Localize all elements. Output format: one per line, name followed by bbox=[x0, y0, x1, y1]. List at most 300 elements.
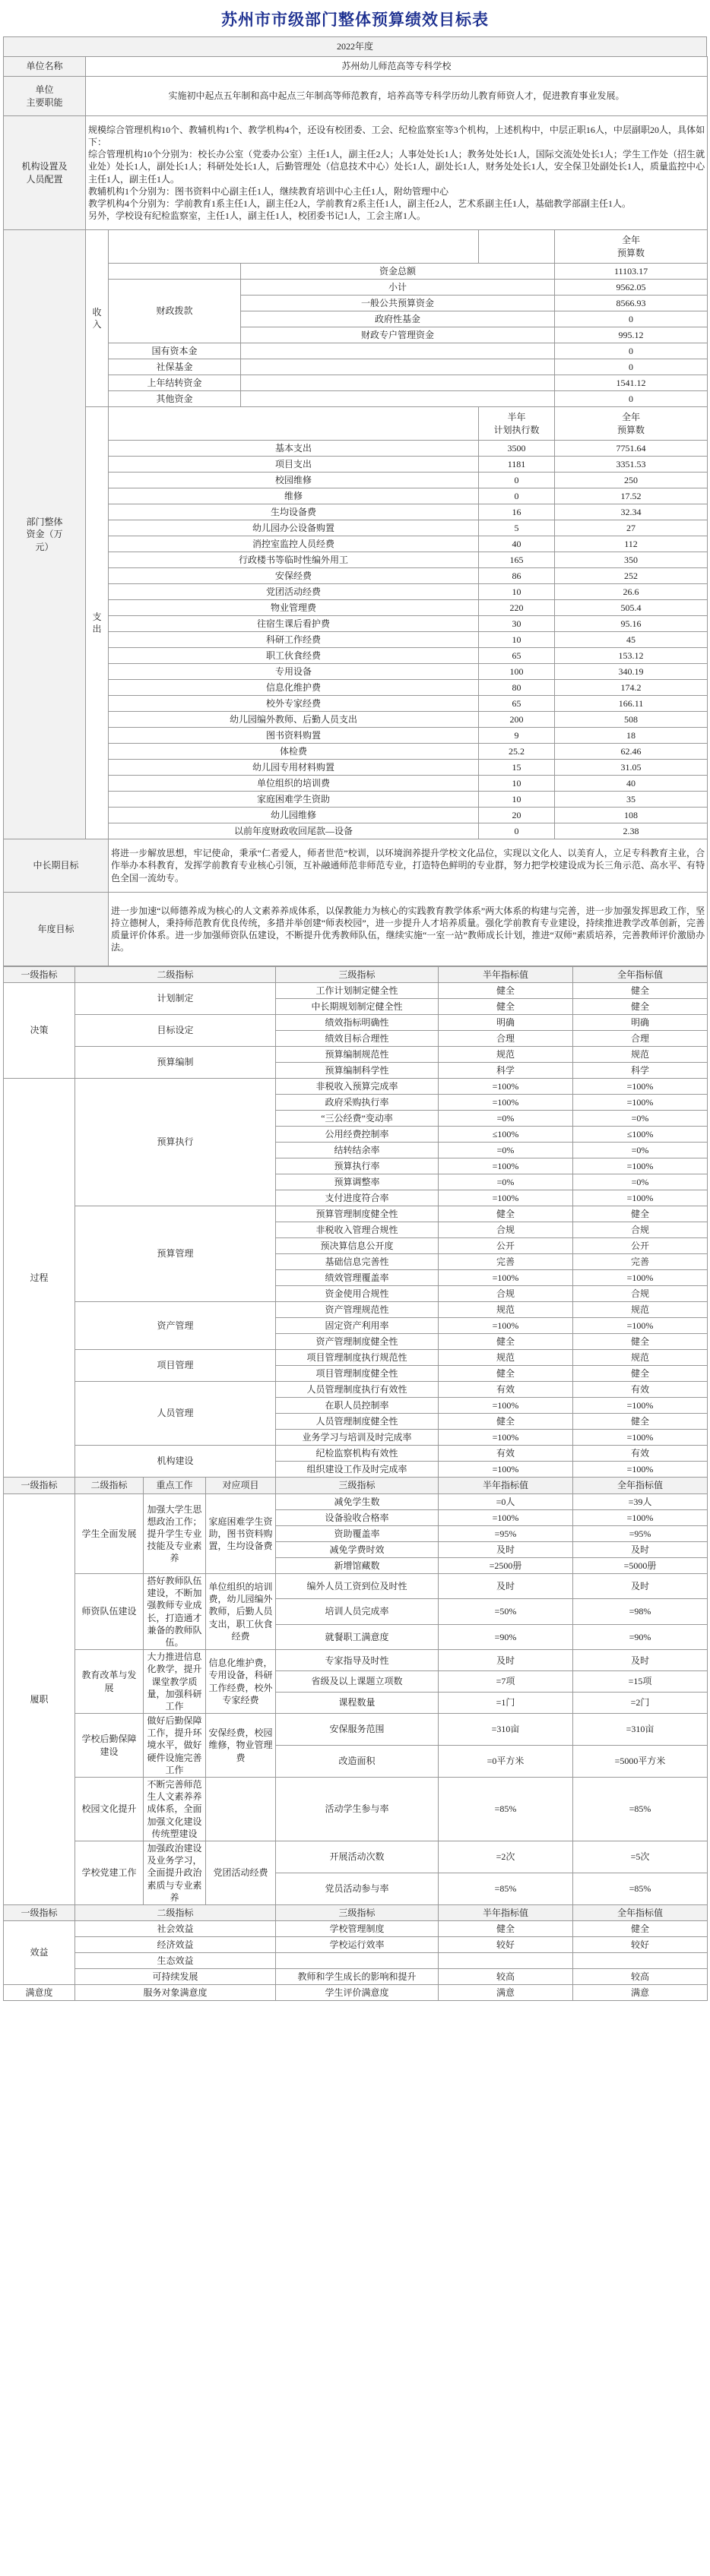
process-row bbox=[4, 1382, 708, 1398]
indicator-full: =2门 bbox=[573, 1693, 708, 1714]
indicator-name: 预算调整率 bbox=[276, 1174, 439, 1190]
expense-full: 27 bbox=[555, 520, 708, 536]
expense-row bbox=[4, 600, 708, 616]
perform-row bbox=[4, 1650, 708, 1671]
indicator-name bbox=[276, 1952, 439, 1968]
income-value: 1541.12 bbox=[555, 375, 708, 391]
indicator-full: ≤100% bbox=[573, 1127, 708, 1143]
indicator-full: 有效 bbox=[573, 1382, 708, 1398]
income-name: 社保基金 bbox=[109, 359, 241, 375]
indicator-full: =100% bbox=[573, 1398, 708, 1414]
income-name: 国有资本金 bbox=[109, 343, 241, 359]
indicator-half: =95% bbox=[439, 1526, 573, 1542]
duty-row bbox=[4, 77, 708, 116]
expense-half: 5 bbox=[479, 520, 555, 536]
indicator-half: 健全 bbox=[439, 1206, 573, 1222]
indicator-name: 预决算信息公开度 bbox=[276, 1238, 439, 1254]
indicator-full: 较好 bbox=[573, 1936, 708, 1952]
expense-name: 生均设备费 bbox=[109, 504, 479, 520]
header-half: 半年指标值 bbox=[439, 967, 573, 983]
indicator-name: 新增馆藏数 bbox=[276, 1558, 439, 1574]
annual-goal-label: 年度目标 bbox=[4, 893, 109, 966]
expense-full: 153.12 bbox=[555, 648, 708, 664]
indicator-name: 项目管理制度健全性 bbox=[276, 1366, 439, 1382]
indicator-half: 规范 bbox=[439, 1302, 573, 1318]
decision-group: 预算编制 bbox=[75, 1047, 276, 1079]
fiscal-allocation-label: 财政拨款 bbox=[109, 280, 241, 343]
indicator-half: 健全 bbox=[439, 983, 573, 999]
income-name: 上年结转资金 bbox=[109, 375, 241, 391]
perform-key-work: 加强大学生思想政治工作；提升学生专业技能及专业素养 bbox=[144, 1494, 206, 1574]
indicator-full: =100% bbox=[573, 1095, 708, 1111]
decision-row bbox=[4, 1047, 708, 1063]
annual-goal-row bbox=[4, 893, 708, 966]
indicator-full: 合规 bbox=[573, 1286, 708, 1302]
process-group: 项目管理 bbox=[75, 1350, 276, 1382]
indicator-name: 培训人员完成率 bbox=[276, 1599, 439, 1624]
perform-project: 家庭困难学生资助，图书资料购置，生均设备费 bbox=[206, 1494, 276, 1574]
indicator-half: 满意 bbox=[439, 1984, 573, 2000]
process-label: 过程 bbox=[4, 1079, 75, 1478]
expense-full: 95.16 bbox=[555, 616, 708, 632]
perform-header-level3: 三级指标 bbox=[276, 1478, 439, 1494]
performance-table bbox=[3, 966, 708, 2001]
expense-row bbox=[4, 808, 708, 823]
perform-row bbox=[4, 1714, 708, 1746]
expense-name: 科研工作经费 bbox=[109, 632, 479, 648]
indicator-half: =0% bbox=[439, 1143, 573, 1158]
indicator-half bbox=[439, 1952, 573, 1968]
expense-half-header: 半年 计划执行数 bbox=[479, 407, 555, 441]
indicator-name: 固定资产利用率 bbox=[276, 1318, 439, 1334]
expense-full: 350 bbox=[555, 552, 708, 568]
satisfaction-label: 满意度 bbox=[4, 1984, 75, 2000]
indicator-name: 预算编制科学性 bbox=[276, 1063, 439, 1079]
income-name: 其他资金 bbox=[109, 391, 241, 407]
indicator-half: =85% bbox=[439, 1873, 573, 1904]
indicator-name: 就餐职工满意度 bbox=[276, 1624, 439, 1649]
indicator-full: =85% bbox=[573, 1873, 708, 1904]
indicator-full: =90% bbox=[573, 1624, 708, 1649]
indicator-full: =100% bbox=[573, 1079, 708, 1095]
expense-name: 职工伙食经费 bbox=[109, 648, 479, 664]
indicator-half: 健全 bbox=[439, 1920, 573, 1936]
mid-goal-label: 中长期目标 bbox=[4, 839, 109, 893]
expense-half: 0 bbox=[479, 823, 555, 839]
expense-half: 220 bbox=[479, 600, 555, 616]
perform-row bbox=[4, 1494, 708, 1510]
org-row bbox=[4, 116, 708, 230]
income-name: 资金总额 bbox=[241, 264, 555, 280]
indicator-half: =90% bbox=[439, 1624, 573, 1649]
indicator-full: =98% bbox=[573, 1599, 708, 1624]
expense-full: 508 bbox=[555, 712, 708, 728]
indicator-half: 有效 bbox=[439, 1382, 573, 1398]
expense-full: 31.05 bbox=[555, 760, 708, 776]
satisfaction-row bbox=[4, 1984, 708, 2000]
process-group: 预算执行 bbox=[75, 1079, 276, 1206]
decision-row bbox=[4, 1015, 708, 1031]
expense-name: 幼儿园办公设备购置 bbox=[109, 520, 479, 536]
indicator-full: =85% bbox=[573, 1778, 708, 1841]
income-header-blank-2 bbox=[479, 230, 555, 264]
indicator-half: 较高 bbox=[439, 1968, 573, 1984]
expense-full: 174.2 bbox=[555, 680, 708, 696]
process-group: 资产管理 bbox=[75, 1302, 276, 1350]
mid-goal-value: 将进一步解放思想，牢记使命，秉承“仁者爱人，师者世范”校训，以环境润养提升学校文化品位，实现以文化人、以美育人，立足专科教育主业，合作举办本科教育，发挥学前教育专业核心引领，互补融通师范非师范专业，打造特色鲜明的专业群，努力把学校建设成为长三角示范、高水平、有特色全国一流幼专。 bbox=[109, 839, 708, 893]
expense-name: 校园维修 bbox=[109, 473, 479, 488]
indicator-half: 合规 bbox=[439, 1222, 573, 1238]
indicator-full: 明确 bbox=[573, 1015, 708, 1031]
expense-full-header: 全年 预算数 bbox=[555, 407, 708, 441]
expense-half: 10 bbox=[479, 632, 555, 648]
income-value: 0 bbox=[555, 311, 708, 327]
expense-full: 252 bbox=[555, 568, 708, 584]
indicator-full: 合理 bbox=[573, 1031, 708, 1047]
expense-half: 65 bbox=[479, 696, 555, 712]
expense-name: 维修 bbox=[109, 488, 479, 504]
indicator-full: 有效 bbox=[573, 1446, 708, 1462]
unit-name-row bbox=[4, 57, 708, 77]
indicator-name: 减免学生数 bbox=[276, 1494, 439, 1510]
expense-full: 7751.64 bbox=[555, 441, 708, 457]
income-blank bbox=[241, 343, 555, 359]
indicator-full: =100% bbox=[573, 1462, 708, 1478]
indicator-name: 学校管理制度 bbox=[276, 1920, 439, 1936]
expense-name: 家庭困难学生资助 bbox=[109, 792, 479, 808]
perform-key-work: 不断完善师范生人文素养养成体系，全面加强文化建设传统塑建设 bbox=[144, 1778, 206, 1841]
expense-name: 体检费 bbox=[109, 744, 479, 760]
expense-full: 166.11 bbox=[555, 696, 708, 712]
expense-name: 党团活动经费 bbox=[109, 584, 479, 600]
org-value: 规模综合管理机构10个、教辅机构1个、教学机构4个，还设有校团委、工会、纪检监察室等3个机构，上述机构中，中层正职16人，中层副职20人，具体如下： 综合管理机构10个分别为：校长办公室（党委办公室）主任1人，副主任2人；人事处处长1人；教务处处长1人，国际交流处处长1人；学生工作处（招生就业处）处长1人，副处长1人；科研处处长1人，后勤管理处（信息技术中心）处长1人，副处长1人，财务处处长1人，安全保卫处副处长1人，质量监控中心主任1人，副主任1人。 教辅机构1个分别为：图书资料中心副主任1人，继续教育培训中心主任1人，附幼管理中心 教学机构4个分别为：学前教育1系主任1人，副主任2人，学前教育2系主任1人，副主任2人，艺术系副主任1人，基础教学部副主任1人。 另外，学校设有纪检监察室，主任1人，副主任1人，校团委书记1人，工会主席1人。 bbox=[86, 116, 708, 230]
indicator-name: 支付进度符合率 bbox=[276, 1190, 439, 1206]
indicator-name: 绩效管理覆盖率 bbox=[276, 1270, 439, 1286]
expense-full: 108 bbox=[555, 808, 708, 823]
indicator-full: =310亩 bbox=[573, 1714, 708, 1746]
indicator-name: 减免学费时效 bbox=[276, 1542, 439, 1558]
income-row bbox=[4, 359, 708, 375]
expense-name: 物业管理费 bbox=[109, 600, 479, 616]
income-blank bbox=[109, 264, 241, 280]
indicator-name: 改造面积 bbox=[276, 1746, 439, 1778]
benefit-row bbox=[4, 1952, 708, 1968]
perform-header-project: 对应项目 bbox=[206, 1478, 276, 1494]
indicator-full: 公开 bbox=[573, 1238, 708, 1254]
header-level3: 三级指标 bbox=[276, 967, 439, 983]
indicator-name: 预算管理制度健全性 bbox=[276, 1206, 439, 1222]
process-row bbox=[4, 1206, 708, 1222]
indicator-half: =100% bbox=[439, 1190, 573, 1206]
indicator-name: 非税收入管理合规性 bbox=[276, 1222, 439, 1238]
expense-label: 支出 bbox=[86, 407, 109, 839]
perform-header-full: 全年指标值 bbox=[573, 1478, 708, 1494]
perf-header-row bbox=[4, 967, 708, 983]
perform-project: 安保经费，校园维修，物业管理费 bbox=[206, 1714, 276, 1778]
funds-block-label: 部门整体 资金（万 元） bbox=[4, 230, 86, 839]
benefit-header-full: 全年指标值 bbox=[573, 1904, 708, 1920]
indicator-half: 合规 bbox=[439, 1286, 573, 1302]
indicator-full: 较高 bbox=[573, 1968, 708, 1984]
perform-label: 履职 bbox=[4, 1494, 75, 1905]
satisfaction-group: 服务对象满意度 bbox=[75, 1984, 276, 2000]
indicator-half: 较好 bbox=[439, 1936, 573, 1952]
expense-name: 行政楼书等临时性编外用工 bbox=[109, 552, 479, 568]
indicator-full: 健全 bbox=[573, 1366, 708, 1382]
income-value: 11103.17 bbox=[555, 264, 708, 280]
expense-name: 幼儿园维修 bbox=[109, 808, 479, 823]
indicator-half: =310亩 bbox=[439, 1714, 573, 1746]
perform-project bbox=[206, 1778, 276, 1841]
expense-row bbox=[4, 488, 708, 504]
indicator-half: =7项 bbox=[439, 1671, 573, 1693]
indicator-full bbox=[573, 1952, 708, 1968]
indicator-name: 绩效目标合理性 bbox=[276, 1031, 439, 1047]
indicator-full: =100% bbox=[573, 1190, 708, 1206]
expense-full: 250 bbox=[555, 473, 708, 488]
decision-group: 目标设定 bbox=[75, 1015, 276, 1047]
mid-goal-row bbox=[4, 839, 708, 893]
perform-header-level1: 一级指标 bbox=[4, 1478, 75, 1494]
indicator-half: =0% bbox=[439, 1111, 573, 1127]
indicator-full: =95% bbox=[573, 1526, 708, 1542]
indicator-name: 教师和学生成长的影响和提升 bbox=[276, 1968, 439, 1984]
expense-name: 以前年度财政收回尾款—设备 bbox=[109, 823, 479, 839]
expense-full: 40 bbox=[555, 776, 708, 792]
expense-half: 9 bbox=[479, 728, 555, 744]
decision-row bbox=[4, 983, 708, 999]
expense-row bbox=[4, 536, 708, 552]
indicator-name: 工作计划制定健全性 bbox=[276, 983, 439, 999]
expense-name: 基本支出 bbox=[109, 441, 479, 457]
indicator-half: =100% bbox=[439, 1430, 573, 1446]
expense-row bbox=[4, 457, 708, 473]
perform-row bbox=[4, 1841, 708, 1873]
expense-half: 0 bbox=[479, 473, 555, 488]
indicator-full: 完善 bbox=[573, 1254, 708, 1270]
indicator-half: 公开 bbox=[439, 1238, 573, 1254]
indicator-name: 资产管理制度健全性 bbox=[276, 1334, 439, 1350]
indicator-half: ≤100% bbox=[439, 1127, 573, 1143]
indicator-half: =2500册 bbox=[439, 1558, 573, 1574]
indicator-name: 资产管理规范性 bbox=[276, 1302, 439, 1318]
indicator-full: =5000册 bbox=[573, 1558, 708, 1574]
expense-name: 信息化维护费 bbox=[109, 680, 479, 696]
indicator-half: 有效 bbox=[439, 1446, 573, 1462]
process-row bbox=[4, 1446, 708, 1462]
indicator-full: 规范 bbox=[573, 1302, 708, 1318]
income-blank bbox=[241, 391, 555, 407]
expense-half: 165 bbox=[479, 552, 555, 568]
income-header-blank bbox=[109, 230, 479, 264]
expense-name: 校外专家经费 bbox=[109, 696, 479, 712]
benefit-header-row bbox=[4, 1904, 708, 1920]
duty-value: 实施初中起点五年制和高中起点三年制高等师范教育，培养高等专科学历幼儿教育师资人才，促进教育事业发展。 bbox=[86, 77, 708, 116]
expense-row bbox=[4, 568, 708, 584]
income-name: 财政专户管理资金 bbox=[241, 327, 555, 343]
indicator-full: 合规 bbox=[573, 1222, 708, 1238]
income-blank bbox=[241, 359, 555, 375]
expense-row bbox=[4, 616, 708, 632]
expense-half: 10 bbox=[479, 792, 555, 808]
expense-row bbox=[4, 760, 708, 776]
income-value: 0 bbox=[555, 391, 708, 407]
header-level2: 二级指标 bbox=[75, 967, 276, 983]
expense-half: 10 bbox=[479, 584, 555, 600]
expense-full: 3351.53 bbox=[555, 457, 708, 473]
expense-half: 200 bbox=[479, 712, 555, 728]
indicator-full: =5000平方米 bbox=[573, 1746, 708, 1778]
indicator-half: 规范 bbox=[439, 1350, 573, 1366]
indicator-name: 人员管理制度健全性 bbox=[276, 1414, 439, 1430]
indicator-name: 政府采购执行率 bbox=[276, 1095, 439, 1111]
indicator-half: =85% bbox=[439, 1778, 573, 1841]
indicator-half: 完善 bbox=[439, 1254, 573, 1270]
process-group: 机构建设 bbox=[75, 1446, 276, 1478]
perform-key-work: 加强政治建设及业务学习，全面提升政治素质与专业素养 bbox=[144, 1841, 206, 1904]
indicator-half: =2次 bbox=[439, 1841, 573, 1873]
income-row bbox=[4, 343, 708, 359]
indicator-name: 中长期规划制定健全性 bbox=[276, 999, 439, 1015]
document-title: 苏州市市级部门整体预算绩效目标表 bbox=[221, 11, 489, 29]
indicator-half: =100% bbox=[439, 1270, 573, 1286]
indicator-name: 设备验收合格率 bbox=[276, 1510, 439, 1526]
perform-header-half: 半年指标值 bbox=[439, 1478, 573, 1494]
expense-row bbox=[4, 680, 708, 696]
indicator-half: 健全 bbox=[439, 999, 573, 1015]
benefit-header-level1: 一级指标 bbox=[4, 1904, 75, 1920]
indicator-half: =100% bbox=[439, 1398, 573, 1414]
income-label: 收入 bbox=[86, 230, 109, 407]
indicator-name: 学校运行效率 bbox=[276, 1936, 439, 1952]
benefit-row bbox=[4, 1968, 708, 1984]
indicator-half: =100% bbox=[439, 1079, 573, 1095]
indicator-name: 人员管理制度执行有效性 bbox=[276, 1382, 439, 1398]
perform-group: 学校后勤保障建设 bbox=[75, 1714, 144, 1778]
indicator-name: 结转结余率 bbox=[276, 1143, 439, 1158]
expense-half: 30 bbox=[479, 616, 555, 632]
expense-full: 2.38 bbox=[555, 823, 708, 839]
income-header: 全年 预算数 bbox=[555, 230, 708, 264]
benefit-label: 效益 bbox=[4, 1920, 75, 1984]
decision-label: 决策 bbox=[4, 983, 75, 1079]
expense-row bbox=[4, 776, 708, 792]
expense-full: 505.4 bbox=[555, 600, 708, 616]
header-full: 全年指标值 bbox=[573, 967, 708, 983]
indicator-full: =100% bbox=[573, 1158, 708, 1174]
unit-name-label: 单位名称 bbox=[4, 57, 86, 77]
perform-key-work: 大力推进信息化教学，提升课堂教学质量，加强科研工作 bbox=[144, 1650, 206, 1714]
expense-row bbox=[4, 792, 708, 808]
decision-group: 计划制定 bbox=[75, 983, 276, 1015]
indicator-half: =100% bbox=[439, 1462, 573, 1478]
indicator-half: =0平方米 bbox=[439, 1746, 573, 1778]
indicator-full: =0% bbox=[573, 1111, 708, 1127]
income-name: 政府性基金 bbox=[241, 311, 555, 327]
expense-full: 26.6 bbox=[555, 584, 708, 600]
indicator-half: 明确 bbox=[439, 1015, 573, 1031]
expense-header-blank bbox=[109, 407, 479, 441]
benefit-header-level3: 三级指标 bbox=[276, 1904, 439, 1920]
indicator-name: 在职人员控制率 bbox=[276, 1398, 439, 1414]
header-level1: 一级指标 bbox=[4, 967, 75, 983]
expense-row bbox=[4, 664, 708, 680]
benefit-group: 社会效益 bbox=[75, 1920, 276, 1936]
expense-name: 往宿生课后看护费 bbox=[109, 616, 479, 632]
expense-half: 1181 bbox=[479, 457, 555, 473]
indicator-full: 健全 bbox=[573, 983, 708, 999]
expense-name: 专用设备 bbox=[109, 664, 479, 680]
indicator-half: 健全 bbox=[439, 1414, 573, 1430]
expense-full: 17.52 bbox=[555, 488, 708, 504]
indicator-full: 健全 bbox=[573, 1334, 708, 1350]
indicator-full: =100% bbox=[573, 1318, 708, 1334]
expense-row bbox=[4, 823, 708, 839]
indicator-name: 绩效指标明确性 bbox=[276, 1015, 439, 1031]
indicator-name: 预算执行率 bbox=[276, 1158, 439, 1174]
indicator-half: 科学 bbox=[439, 1063, 573, 1079]
indicator-full: =0% bbox=[573, 1174, 708, 1190]
indicator-full: =39人 bbox=[573, 1494, 708, 1510]
indicator-name: 资金使用合规性 bbox=[276, 1286, 439, 1302]
expense-row bbox=[4, 504, 708, 520]
indicator-name: 专家指导及时性 bbox=[276, 1650, 439, 1671]
expense-full: 18 bbox=[555, 728, 708, 744]
perform-row bbox=[4, 1574, 708, 1599]
unit-name-value: 苏州幼儿师范高等专科学校 bbox=[86, 57, 708, 77]
process-row bbox=[4, 1079, 708, 1095]
income-header-row bbox=[4, 230, 708, 264]
indicator-name: 项目管理制度执行规范性 bbox=[276, 1350, 439, 1366]
indicator-full: 健全 bbox=[573, 999, 708, 1015]
indicator-half: =1门 bbox=[439, 1693, 573, 1714]
expense-row bbox=[4, 552, 708, 568]
indicator-name: 党员活动参与率 bbox=[276, 1873, 439, 1904]
income-value: 0 bbox=[555, 359, 708, 375]
income-blank bbox=[241, 375, 555, 391]
benefit-group: 可持续发展 bbox=[75, 1968, 276, 1984]
indicator-half: =0人 bbox=[439, 1494, 573, 1510]
indicator-name: 活动学生参与率 bbox=[276, 1778, 439, 1841]
benefit-row bbox=[4, 1936, 708, 1952]
indicator-half: 健全 bbox=[439, 1334, 573, 1350]
indicator-half: 规范 bbox=[439, 1047, 573, 1063]
expense-full: 35 bbox=[555, 792, 708, 808]
expense-half: 20 bbox=[479, 808, 555, 823]
expense-half: 80 bbox=[479, 680, 555, 696]
benefit-header-half: 半年指标值 bbox=[439, 1904, 573, 1920]
indicator-full: =0% bbox=[573, 1143, 708, 1158]
expense-name: 安保经费 bbox=[109, 568, 479, 584]
expense-full: 340.19 bbox=[555, 664, 708, 680]
expense-row bbox=[4, 473, 708, 488]
expense-half: 25.2 bbox=[479, 744, 555, 760]
perform-key-work: 做好后勤保障工作，提升环境水平，做好硬件设施完善工作 bbox=[144, 1714, 206, 1778]
indicator-name: 组织建设工作及时完成率 bbox=[276, 1462, 439, 1478]
expense-half: 100 bbox=[479, 664, 555, 680]
benefit-row bbox=[4, 1920, 708, 1936]
expense-row bbox=[4, 728, 708, 744]
income-value: 9562.05 bbox=[555, 280, 708, 296]
indicator-full: 健全 bbox=[573, 1414, 708, 1430]
indicator-name: 安保服务范围 bbox=[276, 1714, 439, 1746]
indicator-half: 及时 bbox=[439, 1650, 573, 1671]
indicator-name: 预算编制规范性 bbox=[276, 1047, 439, 1063]
indicator-name: 资助覆盖率 bbox=[276, 1526, 439, 1542]
indicator-half: 健全 bbox=[439, 1366, 573, 1382]
benefit-group: 生态效益 bbox=[75, 1952, 276, 1968]
perform-project: 信息化维护费，专用设备，科研工作经费，校外专家经费 bbox=[206, 1650, 276, 1714]
